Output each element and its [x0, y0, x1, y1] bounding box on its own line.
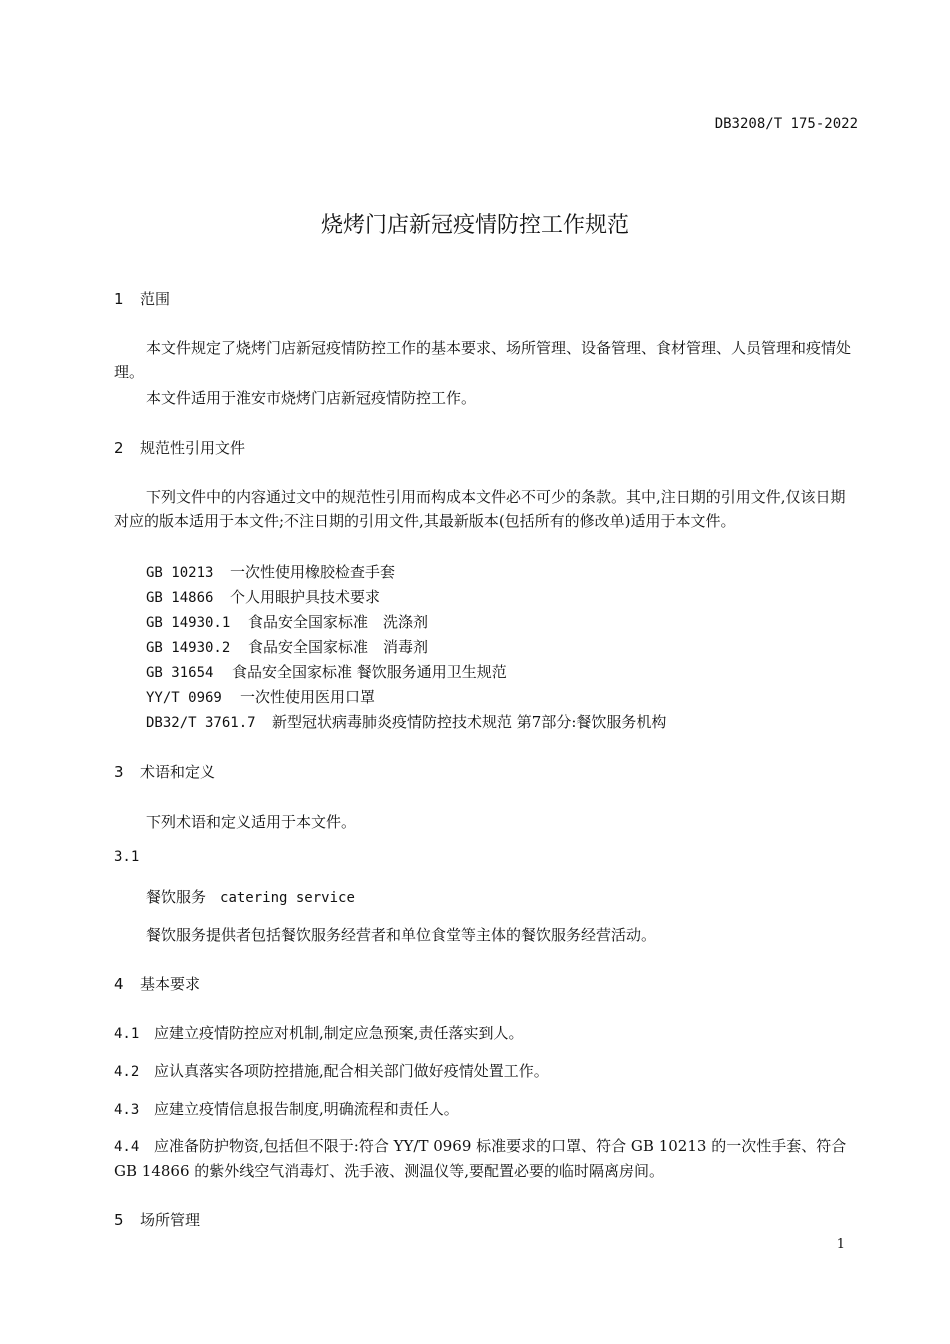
reference-item: [146, 686, 375, 707]
reference-code: GB 10213: [146, 565, 214, 581]
reference-name: 食品安全国家标准 消毒剂: [248, 638, 429, 656]
reference-item: [146, 636, 428, 657]
reference-code: GB 14930.2: [146, 640, 231, 656]
reference-item: [146, 586, 380, 607]
clause-text: 应建立疫情信息报告制度,明确流程和责任人。: [154, 1100, 459, 1118]
term-definition: 餐饮服务提供者包括餐饮服务经营者和单位食堂等主体的餐饮服务经营活动。: [146, 926, 657, 944]
clause: [114, 1021, 524, 1046]
clause-number: 4.4: [114, 1139, 140, 1155]
term-english: catering service: [220, 890, 355, 906]
reference-code: YY/T 0969: [146, 690, 222, 706]
reference-item: [146, 561, 395, 582]
term-chinese: 餐饮服务: [146, 888, 207, 906]
section-4-heading: [114, 973, 200, 994]
reference-name: 新型冠状病毒肺炎疫情防控技术规范 第7部分:餐饮服务机构: [272, 713, 667, 731]
section-2-heading: [114, 437, 245, 458]
reference-name: 个人用眼护具技术要求: [230, 588, 381, 606]
clause-text: 应准备防护物资,包括但不限于:符合 YY/T 0969 标准要求的口罩、符合 GB 10213 的一次性手套、符合 GB 14866 的紫外线空气消毒灯、洗手液、测温仪等,要配置必要的临时隔离房间。: [114, 1137, 847, 1180]
scope-paragraph-2: 本文件适用于淮安市烧烤门店新冠疫情防控工作。: [146, 389, 477, 407]
section-1-heading: [114, 288, 170, 309]
reference-item: [146, 661, 507, 682]
section-number: 1: [114, 290, 124, 308]
page-title: 烧烤门店新冠疫情防控工作规范: [320, 213, 629, 238]
clause-text: 应认真落实各项防控措施,配合相关部门做好疫情处置工作。: [154, 1062, 549, 1080]
reference-name: 食品安全国家标准 洗涤剂: [248, 613, 429, 631]
section-number: 3: [114, 763, 124, 781]
terms-intro: 下列术语和定义适用于本文件。: [146, 813, 357, 831]
term-number: 3.1: [114, 849, 140, 865]
section-number: 4: [114, 975, 124, 993]
section-title: 范围: [140, 290, 171, 308]
reference-item: [146, 611, 428, 632]
section-number: 2: [114, 439, 124, 457]
document-number: DB3208/T 175-2022: [714, 116, 858, 132]
reference-code: DB32/T 3761.7: [146, 715, 256, 731]
clause-text: 应建立疫情防控应对机制,制定应急预案,责任落实到人。: [154, 1024, 524, 1042]
section-5-heading: [114, 1209, 200, 1230]
scope-paragraph-1: 本文件规定了烧烤门店新冠疫情防控工作的基本要求、场所管理、设备管理、食材管理、人员管理和疫情处理。: [114, 339, 852, 381]
clause-number: 4.2: [114, 1064, 140, 1080]
reference-name: 一次性使用医用口罩: [240, 688, 376, 706]
term-entry: [146, 886, 355, 907]
references-intro: 下列文件中的内容通过文中的规范性引用而构成本文件必不可少的条款。其中,注日期的引用文件,仅该日期对应的版本适用于本文件;不注日期的引用文件,其最新版本(包括所有的修改单)适用于本文件。: [114, 488, 846, 530]
clause-number: 4.3: [114, 1102, 140, 1118]
section-title: 基本要求: [140, 975, 201, 993]
reference-code: GB 14930.1: [146, 615, 231, 631]
section-title: 场所管理: [140, 1211, 201, 1229]
clause-number: 4.1: [114, 1026, 140, 1042]
clause: [114, 1134, 859, 1183]
section-title: 规范性引用文件: [140, 439, 246, 457]
clause: [114, 1097, 459, 1122]
page-number: 1: [836, 1237, 845, 1252]
reference-name: 食品安全国家标准 餐饮服务通用卫生规范: [232, 663, 507, 681]
section-number: 5: [114, 1211, 124, 1229]
clause: [114, 1059, 549, 1084]
reference-item: [146, 711, 666, 732]
reference-code: GB 14866: [146, 590, 214, 606]
section-title: 术语和定义: [140, 763, 216, 781]
section-3-heading: [114, 761, 215, 782]
reference-code: GB 31654: [146, 665, 214, 681]
reference-name: 一次性使用橡胶检查手套: [230, 563, 396, 581]
